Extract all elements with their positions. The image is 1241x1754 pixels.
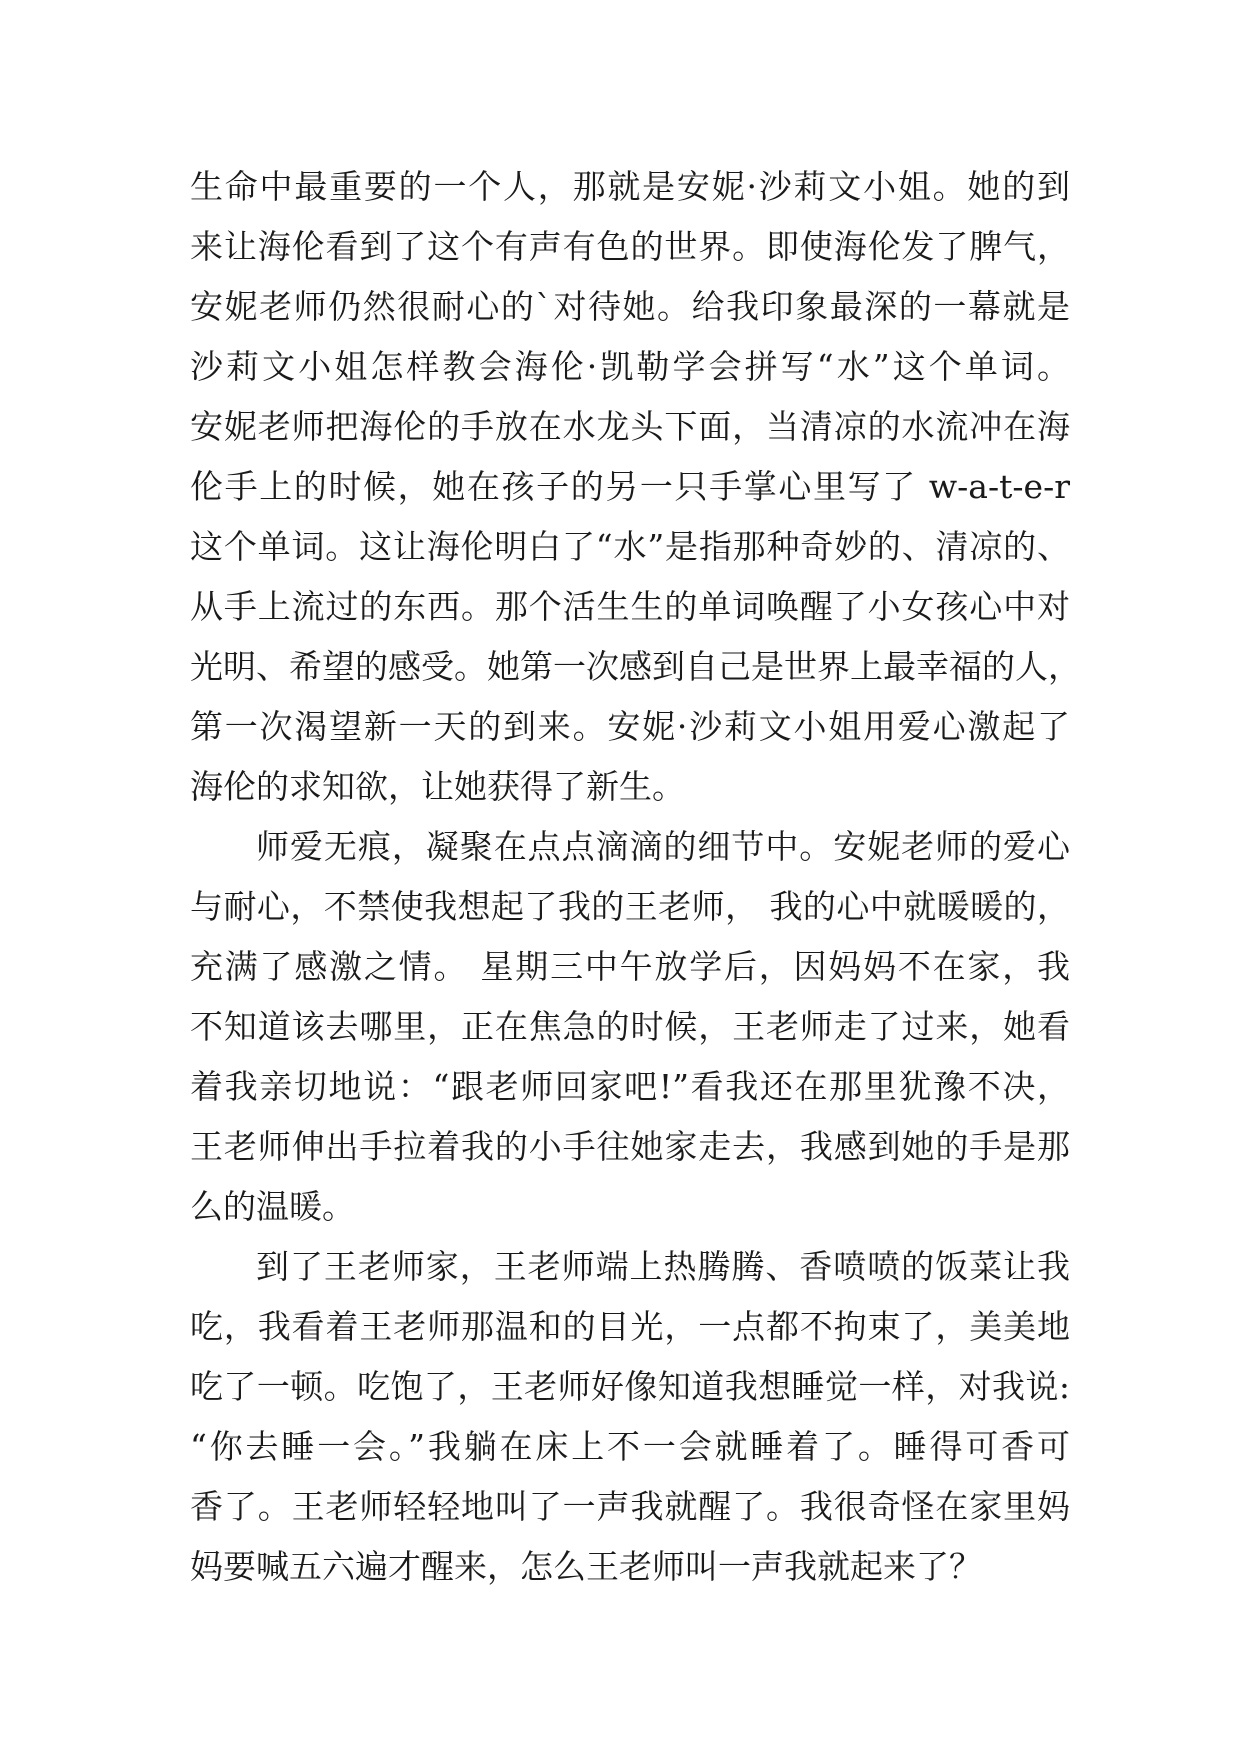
text-line: 从手上流过的东西。那个活生生的单词唤醒了小女孩心中对 — [190, 587, 1070, 626]
text-line: 安妮老师仍然很耐心的`对待她。给我印象最深的一幕就是 — [190, 287, 1070, 326]
text-line: 与耐心，不禁使我想起了我的王老师， 我的心中就暖暖的， — [190, 887, 1070, 926]
text-line: 师爱无痕，凝聚在点点滴滴的细节中。安妮老师的爱心 — [256, 827, 1070, 866]
text-line: 不知道该去哪里，正在焦急的时候，王老师走了过来，她看 — [190, 1007, 1070, 1046]
text-line: “你去睡一会。”我躺在床上不一会就睡着了。睡得可香可 — [190, 1427, 1070, 1466]
text-line: 这个单词。这让海伦明白了“水”是指那种奇妙的、清凉的、 — [190, 527, 1070, 566]
document-body — [190, 157, 1081, 1597]
paragraph-3 — [190, 1237, 1070, 1597]
text-line: 到了王老师家，王老师端上热腾腾、香喷喷的饭菜让我 — [256, 1247, 1070, 1286]
text-line: 生命中最重要的一个人，那就是安妮·沙莉文小姐。她的到 — [190, 167, 1070, 206]
text-line: 来让海伦看到了这个有声有色的世界。即使海伦发了脾气， — [190, 227, 1070, 266]
text-line: 沙莉文小姐怎样教会海伦·凯勒学会拼写“水”这个单词。 — [190, 347, 1070, 386]
text-line: 吃，我看着王老师那温和的目光，一点都不拘束了，美美地 — [190, 1307, 1070, 1346]
text-line: 充满了感激之情。 星期三中午放学后，因妈妈不在家，我 — [190, 947, 1070, 986]
text-line: 光明、希望的感受。她第一次感到自己是世界上最幸福的人， — [190, 647, 1081, 686]
text-line: 安妮老师把海伦的手放在水龙头下面，当清凉的水流冲在海 — [190, 407, 1070, 446]
text-line: 着我亲切地说：“跟老师回家吧!”看我还在那里犹豫不决， — [190, 1067, 1070, 1106]
text-line: 么的温暖。 — [190, 1187, 355, 1226]
text-line: 王老师伸出手拉着我的小手往她家走去，我感到她的手是那 — [190, 1127, 1070, 1166]
text-line: 吃了一顿。吃饱了，王老师好像知道我想睡觉一样，对我说: — [190, 1367, 1070, 1406]
text-line: 第一次渴望新一天的到来。安妮·沙莉文小姐用爱心激起了 — [190, 707, 1070, 746]
paragraph-2 — [190, 817, 1070, 1237]
text-line: 伦手上的时候，她在孩子的另一只手掌心里写了 w-a-t-e-r — [190, 467, 1070, 506]
text-line: 海伦的求知欲，让她获得了新生。 — [190, 767, 685, 806]
text-line: 香了。王老师轻轻地叫了一声我就醒了。我很奇怪在家里妈 — [190, 1487, 1070, 1526]
paragraph-1 — [190, 157, 1081, 817]
text-line: 妈要喊五六遍才醒来，怎么王老师叫一声我就起来了？ — [190, 1547, 982, 1586]
